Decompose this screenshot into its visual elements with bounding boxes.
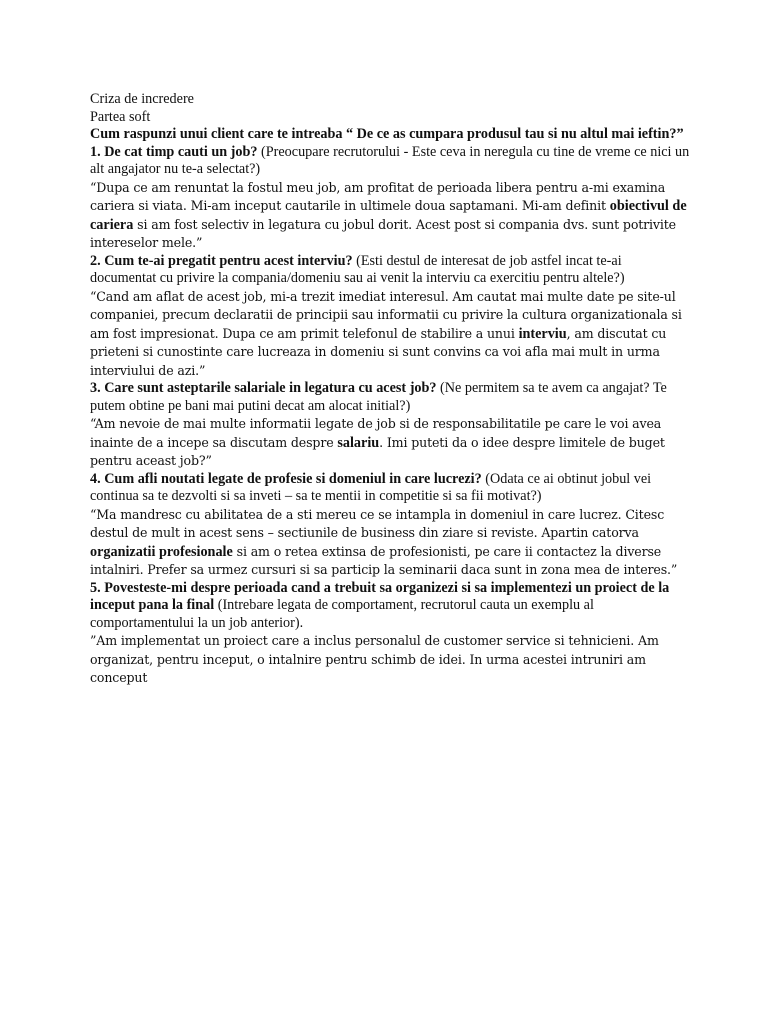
answer-4-emphasis: organizatii profesionale xyxy=(90,543,233,560)
question-3-note: (Ne permitem sa te avem ca angajat? Te putem obtine pe bani mai putini decat am alocat initial?) xyxy=(90,380,667,414)
question-4-note: (Odata ce ai obtinut jobul vei continua sa te dezvolti si sa inveti – sa te mentii in competitie si sa fii motivat?) xyxy=(90,470,652,504)
answer-5-text: ”Am implementat un proiect care a inclus personalul de customer service si tehnicieni. Am organizat, pentru inceput, o intalnire pentru schimb de idei. In urma acestei intruniri am conceput xyxy=(90,633,659,685)
lead-question xyxy=(90,126,690,144)
answer-1-text-end: si am fost selectiv in legatura cu jobul dorit. Acest post si compania dvs. sunt potrivite intereselor mele.” xyxy=(90,216,676,250)
answer-2-emphasis: interviu xyxy=(518,325,567,342)
question-5-title: 5. Povesteste-mi despre perioada cand a trebuit sa organizezi si sa implementezi un proiect de la inceput pana la final xyxy=(90,579,670,613)
answer-4-text-end: si am o retea extinsa de profesionisti, pe care ii contactez la diverse intalniri. Prefer sa urmez cursuri si sa particip la seminarii daca sunt in zona mea de interes.” xyxy=(90,543,678,577)
answer-1-text: “Dupa ce am renuntat la fostul meu job, am profitat de perioada libera pentru a-mi examina cariera si viata. Mi-am inceput cautarile in ultimele doua saptamani. Mi-am definit xyxy=(90,179,666,213)
question-1 xyxy=(90,144,690,179)
question-2-title: 2. Cum te-ai pregatit pentru acest interviu? xyxy=(90,252,353,269)
answer-3 xyxy=(90,415,690,471)
answer-2-text-end: , am discutat cu prieteni si cunostinte care lucreaza in domeniu si sunt convins ca voi afla mai mult in urma interviului de azi.” xyxy=(90,325,667,378)
answer-1-emphasis: obiectivul de cariera xyxy=(90,198,687,233)
answer-2-text: “Cand am aflat de acest job, mi-a trezit imediat interesul. Am cautat mai multe date pe site-ul companiei, precum declaratii de principii sau informatii cu privire la cultura organizationala si am fost impresionat. Dupa ce am primit telefonul de stabilire a unui xyxy=(90,288,682,341)
answer-1 xyxy=(90,179,690,253)
question-2-note: (Esti destul de interesat de job astfel incat te-ai documentat cu privire la compania/domeniu sau ai venit la interviu ca exercitiu pentru altele?) xyxy=(90,252,625,286)
question-4-title: 4. Cum afli noutati legate de profesie si domeniul in care lucrezi? xyxy=(90,470,482,487)
question-5-note: (Intrebare legata de comportament, recrutorul cauta un exemplu al comportamentului la un job anterior). xyxy=(90,597,594,631)
question-2 xyxy=(90,253,690,288)
question-3 xyxy=(90,380,690,415)
lead-question-text: Cum raspunzi unui client care te intreaba “ De ce as cumpara produsul tau si nu altul mai ieftin?” xyxy=(90,126,684,142)
answer-2 xyxy=(90,288,690,381)
answer-5 xyxy=(90,632,690,688)
answer-3-emphasis: salariu xyxy=(337,434,380,451)
question-3-title: 3. Care sunt asteptarile salariale in legatura cu acest job? xyxy=(90,380,437,396)
question-1-note: (Preocupare recrutorului - Este ceva in neregula cu tine de vreme ce nici un alt angajator nu te-a selectat?) xyxy=(90,143,690,177)
answer-3-text: “Am nevoie de mai multe informatii legate de job si de responsabilitatile pe care le voi avea inainte de a incepe sa discutam despre xyxy=(90,416,662,450)
question-5 xyxy=(90,580,690,633)
question-1-title: 1. De cat timp cauti un job? xyxy=(90,143,258,160)
question-4 xyxy=(90,471,690,506)
document-page xyxy=(90,91,690,688)
document-title: Criza de incredere xyxy=(90,91,194,107)
document-subtitle: Partea soft xyxy=(90,108,151,125)
answer-3-text-end: . Imi puteti da o idee despre limitele de buget pentru aceast job?” xyxy=(90,434,665,468)
answer-4-text: “Ma mandresc cu abilitatea de a sti mereu ce se intampla in domeniul in care lucrez. Citesc destul de mult in acest sens – sectiunile de business din ziare si reviste. Apartin catorva xyxy=(90,506,665,540)
answer-4 xyxy=(90,506,690,580)
